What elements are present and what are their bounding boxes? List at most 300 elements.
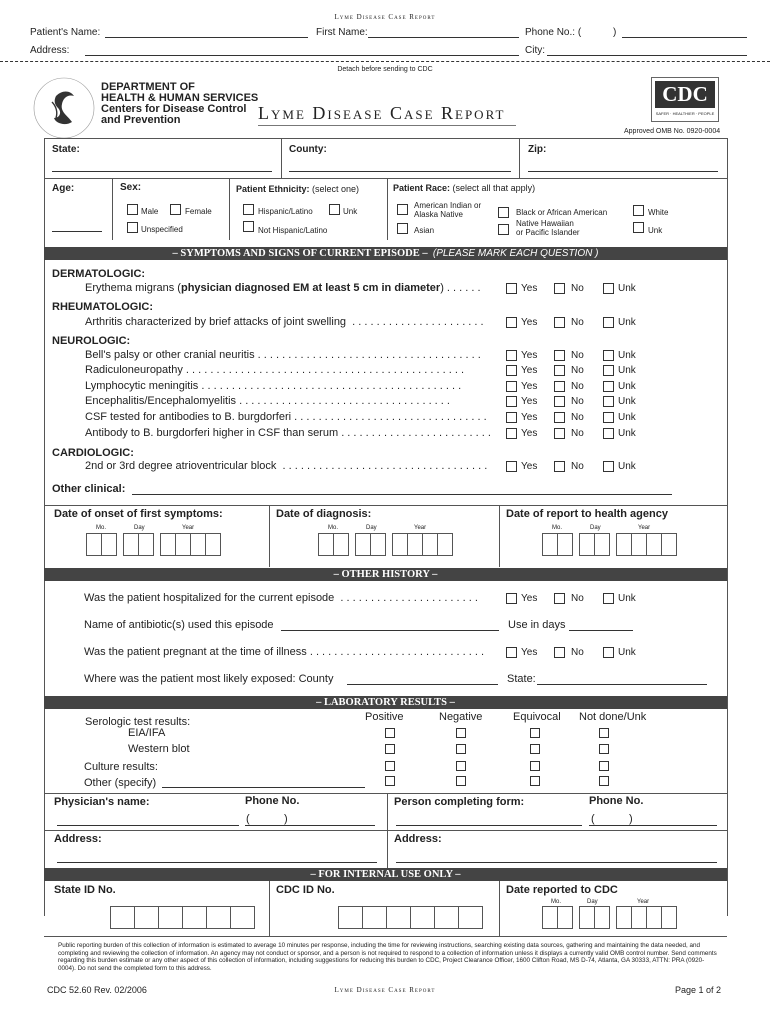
cdc-id-digit-box[interactable] <box>338 906 363 929</box>
yes-label: Yes <box>521 647 538 658</box>
person-phone-field[interactable] <box>589 825 717 826</box>
symptoms-bar-note: (PLEASE MARK EACH QUESTION ) <box>432 248 599 259</box>
internal-use-bar: – FOR INTERNAL USE ONLY – <box>44 868 727 881</box>
reported-date-digit-box[interactable] <box>542 906 558 929</box>
no-label: No <box>571 317 584 328</box>
age-field[interactable] <box>52 231 102 232</box>
unk-checkbox[interactable] <box>603 647 614 658</box>
state-id-digit-box[interactable] <box>182 906 207 929</box>
zip-field[interactable] <box>528 171 718 172</box>
american-indian-label <box>414 201 481 219</box>
reported-date-digit-box[interactable] <box>557 906 573 929</box>
rule <box>112 178 113 240</box>
other-lab-field[interactable] <box>162 787 365 788</box>
yes-checkbox[interactable] <box>506 593 517 604</box>
unk-checkbox[interactable] <box>603 381 614 392</box>
exposed-state-field[interactable] <box>537 684 707 685</box>
unk-label: Unk <box>618 350 636 361</box>
yes-label: Yes <box>521 412 538 423</box>
date-digit-box[interactable] <box>661 533 677 556</box>
diagnosis-label: Date of diagnosis: <box>276 508 372 520</box>
race-unk-checkbox[interactable] <box>633 222 644 233</box>
state-id-digit-box[interactable] <box>230 906 255 929</box>
unspecified-checkbox[interactable] <box>127 222 138 233</box>
rule <box>44 793 727 794</box>
date-digit-box[interactable] <box>205 533 221 556</box>
no-label: No <box>571 350 584 361</box>
reported-date-digit-box[interactable] <box>631 906 647 929</box>
date-day-label: Day <box>134 525 145 531</box>
date-year-label: Year <box>182 525 195 531</box>
date-mo-label: Mo. <box>328 525 339 531</box>
hawaiian-checkbox[interactable] <box>498 224 509 235</box>
symptoms-bar-text: – SYMPTOMS AND SIGNS OF CURRENT EPISODE – <box>172 248 428 259</box>
pregnant-question: Was the patient pregnant at the time of illness . . . . . . . . . . . . . . . . . . . . . . . . . . . . . <box>84 646 485 658</box>
state-field[interactable] <box>52 171 272 172</box>
cdc-id-digit-box[interactable] <box>386 906 411 929</box>
yes-checkbox[interactable] <box>506 350 517 361</box>
phone2-paren-open: ( <box>591 813 595 825</box>
other-clinical-label: Other clinical: <box>52 483 126 495</box>
yes-label: Yes <box>521 593 538 604</box>
no-checkbox[interactable] <box>554 412 565 423</box>
date-day-label: Day <box>590 525 601 531</box>
cdc-id-digit-box[interactable] <box>434 906 459 929</box>
neuro-item: Encephalitis/Encephalomyelitis . . . . . . . . . . . . . . . . . . . . . . . . . . . . . . . . . . . <box>85 395 450 407</box>
rheum-item: Arthritis characterized by brief attacks of joint swelling . . . . . . . . . . . . . . . . . . . . . . <box>85 316 484 328</box>
rheum-heading: RHEUMATOLOGIC: <box>52 301 154 313</box>
symptoms-header-bar <box>44 247 727 260</box>
date-digit-box[interactable] <box>355 533 371 556</box>
date-digit-box[interactable] <box>190 533 206 556</box>
no-label: No <box>571 461 584 472</box>
lab-result-checkbox[interactable] <box>530 761 540 771</box>
county-label: County: <box>289 144 327 155</box>
antibiotic-label: Name of antibiotic(s) used this episode <box>84 619 274 631</box>
first-name-label: First Name: <box>316 27 368 38</box>
person-phone-label: Phone No. <box>589 795 644 807</box>
race-unk-label: Unk <box>648 226 663 235</box>
sex-label: Sex: <box>120 182 142 193</box>
date-digit-box[interactable] <box>86 533 102 556</box>
address-field[interactable] <box>85 55 519 56</box>
asian-checkbox[interactable] <box>397 223 408 234</box>
unk-checkbox[interactable] <box>603 461 614 472</box>
american-indian-line-2: Alaska Native <box>414 210 463 219</box>
hispanic-checkbox[interactable] <box>243 204 254 215</box>
no-checkbox[interactable] <box>554 647 565 658</box>
lab-col-not-done: Not done/Unk <box>579 711 647 723</box>
phone-label: Phone No.: ( <box>525 27 582 38</box>
neuro-item-text: Radiculoneuropathy <box>85 364 183 376</box>
date-day-label: Day <box>366 525 377 531</box>
female-label: Female <box>185 207 212 216</box>
date-digit-box[interactable] <box>318 533 334 556</box>
dept-line-4: and Prevention <box>101 114 181 126</box>
yes-label: Yes <box>521 461 538 472</box>
ethnicity-unk-checkbox[interactable] <box>329 204 340 215</box>
neuro-item-text: CSF tested for antibodies to B. burgdorferi <box>85 411 292 423</box>
date-digit-box[interactable] <box>542 533 558 556</box>
exposed-county-field[interactable] <box>347 684 498 685</box>
lab-result-checkbox[interactable] <box>456 776 466 786</box>
yes-checkbox[interactable] <box>506 647 517 658</box>
internal-year-label: Year <box>637 899 650 905</box>
date-digit-box[interactable] <box>101 533 117 556</box>
black-label: Black or African American <box>516 208 608 217</box>
reported-date-digit-box[interactable] <box>579 906 595 929</box>
cardio-item-text: 2nd or 3rd degree atrioventricular block <box>85 460 277 472</box>
rule <box>519 138 520 178</box>
neuro-item: Antibody to B. burgdorferi higher in CSF than serum . . . . . . . . . . . . . . . . . . . . . . . . . <box>85 427 491 439</box>
date-reported-label: Date reported to CDC <box>506 884 618 896</box>
reported-date-digit-box[interactable] <box>646 906 662 929</box>
american-indian-checkbox[interactable] <box>397 204 408 215</box>
cardio-item: 2nd or 3rd degree atrioventricular block . . . . . . . . . . . . . . . . . . . . . . . . . . . . . . . . . . <box>85 460 488 472</box>
reported-date-digit-box[interactable] <box>661 906 677 929</box>
unk-label: Unk <box>618 283 636 294</box>
hawaiian-label <box>516 219 580 237</box>
form-number: CDC 52.60 Rev. 02/2006 <box>47 985 147 995</box>
report-label: Date of report to health agency <box>506 508 668 520</box>
no-checkbox[interactable] <box>554 461 565 472</box>
no-checkbox[interactable] <box>554 350 565 361</box>
neuro-item-text: Bell's palsy or other cranial neuritis <box>85 349 255 361</box>
yes-checkbox[interactable] <box>506 396 517 407</box>
yes-label: Yes <box>521 381 538 392</box>
date-digit-box[interactable] <box>422 533 438 556</box>
cdc-logo <box>651 77 719 122</box>
rule <box>269 881 270 936</box>
yes-checkbox[interactable] <box>506 381 517 392</box>
date-digit-box[interactable] <box>631 533 647 556</box>
rule <box>229 178 230 240</box>
lab-result-checkbox[interactable] <box>385 728 395 738</box>
yes-checkbox[interactable] <box>506 283 517 294</box>
unk-label: Unk <box>618 647 636 658</box>
other-lab-label: Other (specify) <box>84 777 157 789</box>
no-checkbox[interactable] <box>554 317 565 328</box>
date-digit-box[interactable] <box>437 533 453 556</box>
neuro-item-text: Antibody to B. burgdorferi higher in CSF than serum <box>85 427 339 439</box>
date-year-label: Year <box>638 525 651 531</box>
date-digit-box[interactable] <box>594 533 610 556</box>
ethnicity-label-text: Patient Ethnicity: <box>236 184 310 194</box>
rule <box>44 830 727 831</box>
unk-checkbox[interactable] <box>603 396 614 407</box>
race-label-text: Patient Race: <box>393 183 451 193</box>
city-label: City: <box>525 45 545 56</box>
age-label: Age: <box>52 183 75 194</box>
serologic-label: Serologic test results: <box>85 716 191 728</box>
detach-note: Detach before sending to CDC <box>337 66 433 73</box>
hawaiian-line-1: Native Hawaiian <box>516 219 574 228</box>
burden-statement: Public reporting burden of this collection of information is estimated to average 10 minutes per response, including the time for reviewing instructions, searching existing data sources, gathering and maintaining the data needed, and completing and reviewing the collection of information. An agency may not conduct or sponsor, and a person is not required to respond to a collection of information unless it displays a currently valid OMB control number. Send comments regarding this burden estimate or any other aspect of this collection of information, including suggestions for reducing this burden to CDC, Project Clearance Officer, 1600 Clifton Road, MS D-74, Atlanta, GA 30333, ATTN: PRA (0920-0004). Do not send the completed form to this address. <box>58 942 717 972</box>
unk-checkbox[interactable] <box>603 365 614 376</box>
date-mo-label: Mo. <box>552 525 563 531</box>
rule <box>44 138 727 139</box>
hospitalized-text: Was the patient hospitalized for the current episode <box>84 592 335 604</box>
lab-result-checkbox[interactable] <box>456 728 466 738</box>
derm-item-post: ) <box>440 282 444 294</box>
unk-label: Unk <box>618 428 636 439</box>
phone-field[interactable] <box>622 37 747 38</box>
white-checkbox[interactable] <box>633 205 644 216</box>
no-label: No <box>571 647 584 658</box>
phone1-paren-open: ( <box>246 813 250 825</box>
physician-address-field[interactable] <box>57 862 377 863</box>
rule <box>387 178 388 240</box>
yes-checkbox[interactable] <box>506 412 517 423</box>
asian-label: Asian <box>414 226 435 235</box>
unspecified-label: Unspecified <box>141 225 183 234</box>
unk-label: Unk <box>618 412 636 423</box>
rule <box>499 505 500 567</box>
yes-label: Yes <box>521 396 538 407</box>
neuro-item: Radiculoneuropathy . . . . . . . . . . . . . . . . . . . . . . . . . . . . . . . . . . . . . . . . . . . . . . <box>85 364 465 376</box>
yes-label: Yes <box>521 317 538 328</box>
omb-number: Approved OMB No. 0920-0004 <box>624 128 721 135</box>
first-name-field[interactable] <box>368 37 519 38</box>
top-form-title: Lyme Disease Case Report <box>334 13 436 21</box>
phone-close-paren: ) <box>613 27 617 38</box>
physician-label: Physician's name: <box>54 796 150 808</box>
dept-line-2: HEALTH & HUMAN SERVICES <box>101 92 259 104</box>
patient-name-label: Patient's Name: <box>30 27 101 38</box>
date-digit-box[interactable] <box>646 533 662 556</box>
lab-result-checkbox[interactable] <box>599 744 609 754</box>
hispanic-label: Hispanic/Latino <box>258 207 313 216</box>
ethnicity-unk-label: Unk <box>343 207 358 216</box>
zip-label: Zip: <box>528 144 547 155</box>
race-hint: (select all that apply) <box>452 183 536 193</box>
antibiotic-field[interactable] <box>281 630 499 631</box>
physician-name-field[interactable] <box>57 825 239 826</box>
state-id-digit-box[interactable] <box>158 906 183 929</box>
address-label: Address: <box>30 45 70 56</box>
rule <box>44 178 727 179</box>
yes-label: Yes <box>521 350 538 361</box>
white-label: White <box>648 208 669 217</box>
unk-label: Unk <box>618 365 636 376</box>
rule <box>269 505 270 567</box>
hawaiian-line-2: or Pacific Islander <box>516 228 580 237</box>
lab-result-checkbox[interactable] <box>385 761 395 771</box>
yes-checkbox[interactable] <box>506 365 517 376</box>
lab-result-checkbox[interactable] <box>599 776 609 786</box>
footer-title: Lyme Disease Case Report <box>334 986 436 994</box>
no-label: No <box>571 396 584 407</box>
lab-result-checkbox[interactable] <box>530 728 540 738</box>
derm-item: Erythema migrans (physician diagnosed EM at least 5 cm in diameter) . . . . . . <box>85 282 481 294</box>
lab-result-checkbox[interactable] <box>599 761 609 771</box>
neuro-item: Lymphocytic meningitis . . . . . . . . . . . . . . . . . . . . . . . . . . . . . . . . . . . . . . . . . . . <box>85 380 462 392</box>
use-in-days-label: Use in days <box>508 619 566 631</box>
internal-mo-label: Mo. <box>551 899 562 905</box>
neuro-item: CSF tested for antibodies to B. burgdorferi . . . . . . . . . . . . . . . . . . . . . . . . . . . . . . . . <box>85 411 487 423</box>
form-title: Lyme Disease Case Report <box>258 103 506 123</box>
date-digit-box[interactable] <box>370 533 386 556</box>
cdc-id-digit-box[interactable] <box>458 906 483 929</box>
male-label: Male <box>141 207 159 216</box>
rheum-item-text: Arthritis characterized by brief attacks of joint swelling <box>85 316 347 328</box>
hospitalized-question: Was the patient hospitalized for the current episode . . . . . . . . . . . . . . . . . . . . . . . <box>84 592 478 604</box>
no-label: No <box>571 283 584 294</box>
cdc-tagline: SAFER · HEALTHIER · PEOPLE <box>655 111 715 116</box>
dept-line-1: DEPARTMENT OF <box>101 81 195 93</box>
unk-checkbox[interactable] <box>603 317 614 328</box>
unk-label: Unk <box>618 381 636 392</box>
pregnant-text: Was the patient pregnant at the time of illness <box>84 646 307 658</box>
lab-result-checkbox[interactable] <box>456 744 466 754</box>
no-label: No <box>571 365 584 376</box>
person-completing-label: Person completing form: <box>394 796 525 808</box>
rule <box>44 936 727 937</box>
no-checkbox[interactable] <box>554 283 565 294</box>
date-digit-box[interactable] <box>333 533 349 556</box>
state-id-label: State ID No. <box>54 884 116 896</box>
unk-checkbox[interactable] <box>603 428 614 439</box>
person-address-field[interactable] <box>396 862 717 863</box>
exposed-state-label: State: <box>507 673 536 685</box>
lab-col-negative: Negative <box>439 711 483 723</box>
lab-results-bar: – LABORATORY RESULTS – <box>44 696 727 709</box>
yes-label: Yes <box>521 365 538 376</box>
date-digit-box[interactable] <box>579 533 595 556</box>
state-id-digit-box[interactable] <box>110 906 135 929</box>
derm-heading: DERMATOLOGIC: <box>52 268 146 280</box>
date-digit-box[interactable] <box>557 533 573 556</box>
unk-label: Unk <box>618 461 636 472</box>
county-field[interactable] <box>289 171 511 172</box>
yes-checkbox[interactable] <box>506 461 517 472</box>
cdc-logo-text: CDC <box>655 81 715 108</box>
reported-date-digit-box[interactable] <box>594 906 610 929</box>
rule <box>44 505 727 506</box>
no-checkbox[interactable] <box>554 428 565 439</box>
not-hispanic-checkbox[interactable] <box>243 221 254 232</box>
no-checkbox[interactable] <box>554 396 565 407</box>
page-number: Page 1 of 2 <box>675 985 722 995</box>
date-digit-box[interactable] <box>175 533 191 556</box>
unk-label: Unk <box>618 593 636 604</box>
ethnicity-hint: (select one) <box>312 184 360 194</box>
other-history-bar: – OTHER HISTORY – <box>44 568 727 581</box>
date-digit-box[interactable] <box>392 533 408 556</box>
phone1-paren-close: ) <box>284 813 288 825</box>
exposed-label: Where was the patient most likely exposed: County <box>84 673 334 685</box>
reported-date-digit-box[interactable] <box>616 906 632 929</box>
detach-line <box>0 61 770 62</box>
physician-address-label: Address: <box>54 833 102 845</box>
lab-col-positive: Positive <box>365 711 404 723</box>
title-rule <box>258 125 516 126</box>
date-digit-box[interactable] <box>138 533 154 556</box>
yes-label: Yes <box>521 428 538 439</box>
dept-name <box>101 82 258 126</box>
date-mo-label: Mo. <box>96 525 107 531</box>
phone2-paren-close: ) <box>629 813 633 825</box>
derm-item-bold: physician diagnosed EM at least 5 cm in diameter <box>180 282 441 294</box>
not-hispanic-label: Not Hispanic/Latino <box>258 226 328 235</box>
unk-checkbox[interactable] <box>603 283 614 294</box>
neuro-item-text: Encephalitis/Encephalomyelitis <box>85 395 237 407</box>
no-checkbox[interactable] <box>554 365 565 376</box>
lab-result-checkbox[interactable] <box>599 728 609 738</box>
unk-checkbox[interactable] <box>603 412 614 423</box>
cardio-heading: CARDIOLOGIC: <box>52 447 134 459</box>
unk-label: Unk <box>618 317 636 328</box>
neuro-item: Bell's palsy or other cranial neuritis . . . . . . . . . . . . . . . . . . . . . . . . . . . . . . . . . . . . . <box>85 349 481 361</box>
yes-label: Yes <box>521 283 538 294</box>
cdc-id-digit-box[interactable] <box>410 906 435 929</box>
yes-checkbox[interactable] <box>506 428 517 439</box>
person-completing-field[interactable] <box>396 825 582 826</box>
city-field[interactable] <box>547 55 747 56</box>
internal-day-label: Day <box>587 899 598 905</box>
cdc-id-label: CDC ID No. <box>276 884 335 896</box>
culture-label: Culture results: <box>84 761 158 773</box>
lab-result-checkbox[interactable] <box>385 776 395 786</box>
state-label: State: <box>52 144 80 155</box>
ethnicity-label <box>236 184 359 194</box>
hhs-seal-icon <box>32 76 96 140</box>
person-address-label: Address: <box>394 833 442 845</box>
patient-name-field[interactable] <box>105 37 308 38</box>
yes-checkbox[interactable] <box>506 317 517 328</box>
lab-result-checkbox[interactable] <box>530 744 540 754</box>
neuro-item-text: Lymphocytic meningitis <box>85 380 199 392</box>
dept-line-3: Centers for Disease Control <box>101 103 247 115</box>
physician-phone-label: Phone No. <box>245 795 300 807</box>
lab-result-checkbox[interactable] <box>385 744 395 754</box>
rule <box>499 881 500 936</box>
lab-result-checkbox[interactable] <box>530 776 540 786</box>
physician-phone-field[interactable] <box>245 825 375 826</box>
unk-checkbox[interactable] <box>603 350 614 361</box>
unk-checkbox[interactable] <box>603 593 614 604</box>
other-clinical-field[interactable] <box>132 494 672 495</box>
male-checkbox[interactable] <box>127 204 138 215</box>
date-digit-box[interactable] <box>160 533 176 556</box>
no-checkbox[interactable] <box>554 593 565 604</box>
unk-label: Unk <box>618 396 636 407</box>
no-label: No <box>571 428 584 439</box>
american-indian-line-1: American Indian or <box>414 201 482 210</box>
date-digit-box[interactable] <box>123 533 139 556</box>
black-checkbox[interactable] <box>498 207 509 218</box>
date-digit-box[interactable] <box>616 533 632 556</box>
western-label: Western blot <box>128 743 190 755</box>
no-label: No <box>571 412 584 423</box>
lab-col-equivocal: Equivocal <box>513 711 561 723</box>
right-border <box>727 138 728 916</box>
use-in-days-field[interactable] <box>569 630 633 631</box>
no-label: No <box>571 593 584 604</box>
state-id-digit-box[interactable] <box>134 906 159 929</box>
no-checkbox[interactable] <box>554 381 565 392</box>
date-year-label: Year <box>414 525 427 531</box>
female-checkbox[interactable] <box>170 204 181 215</box>
no-label: No <box>571 381 584 392</box>
state-id-digit-box[interactable] <box>206 906 231 929</box>
lab-result-checkbox[interactable] <box>456 761 466 771</box>
derm-item-pre: Erythema migrans ( <box>85 282 181 294</box>
cdc-id-digit-box[interactable] <box>362 906 387 929</box>
rule <box>281 138 282 178</box>
date-digit-box[interactable] <box>407 533 423 556</box>
eia-label: EIA/IFA <box>128 727 166 739</box>
